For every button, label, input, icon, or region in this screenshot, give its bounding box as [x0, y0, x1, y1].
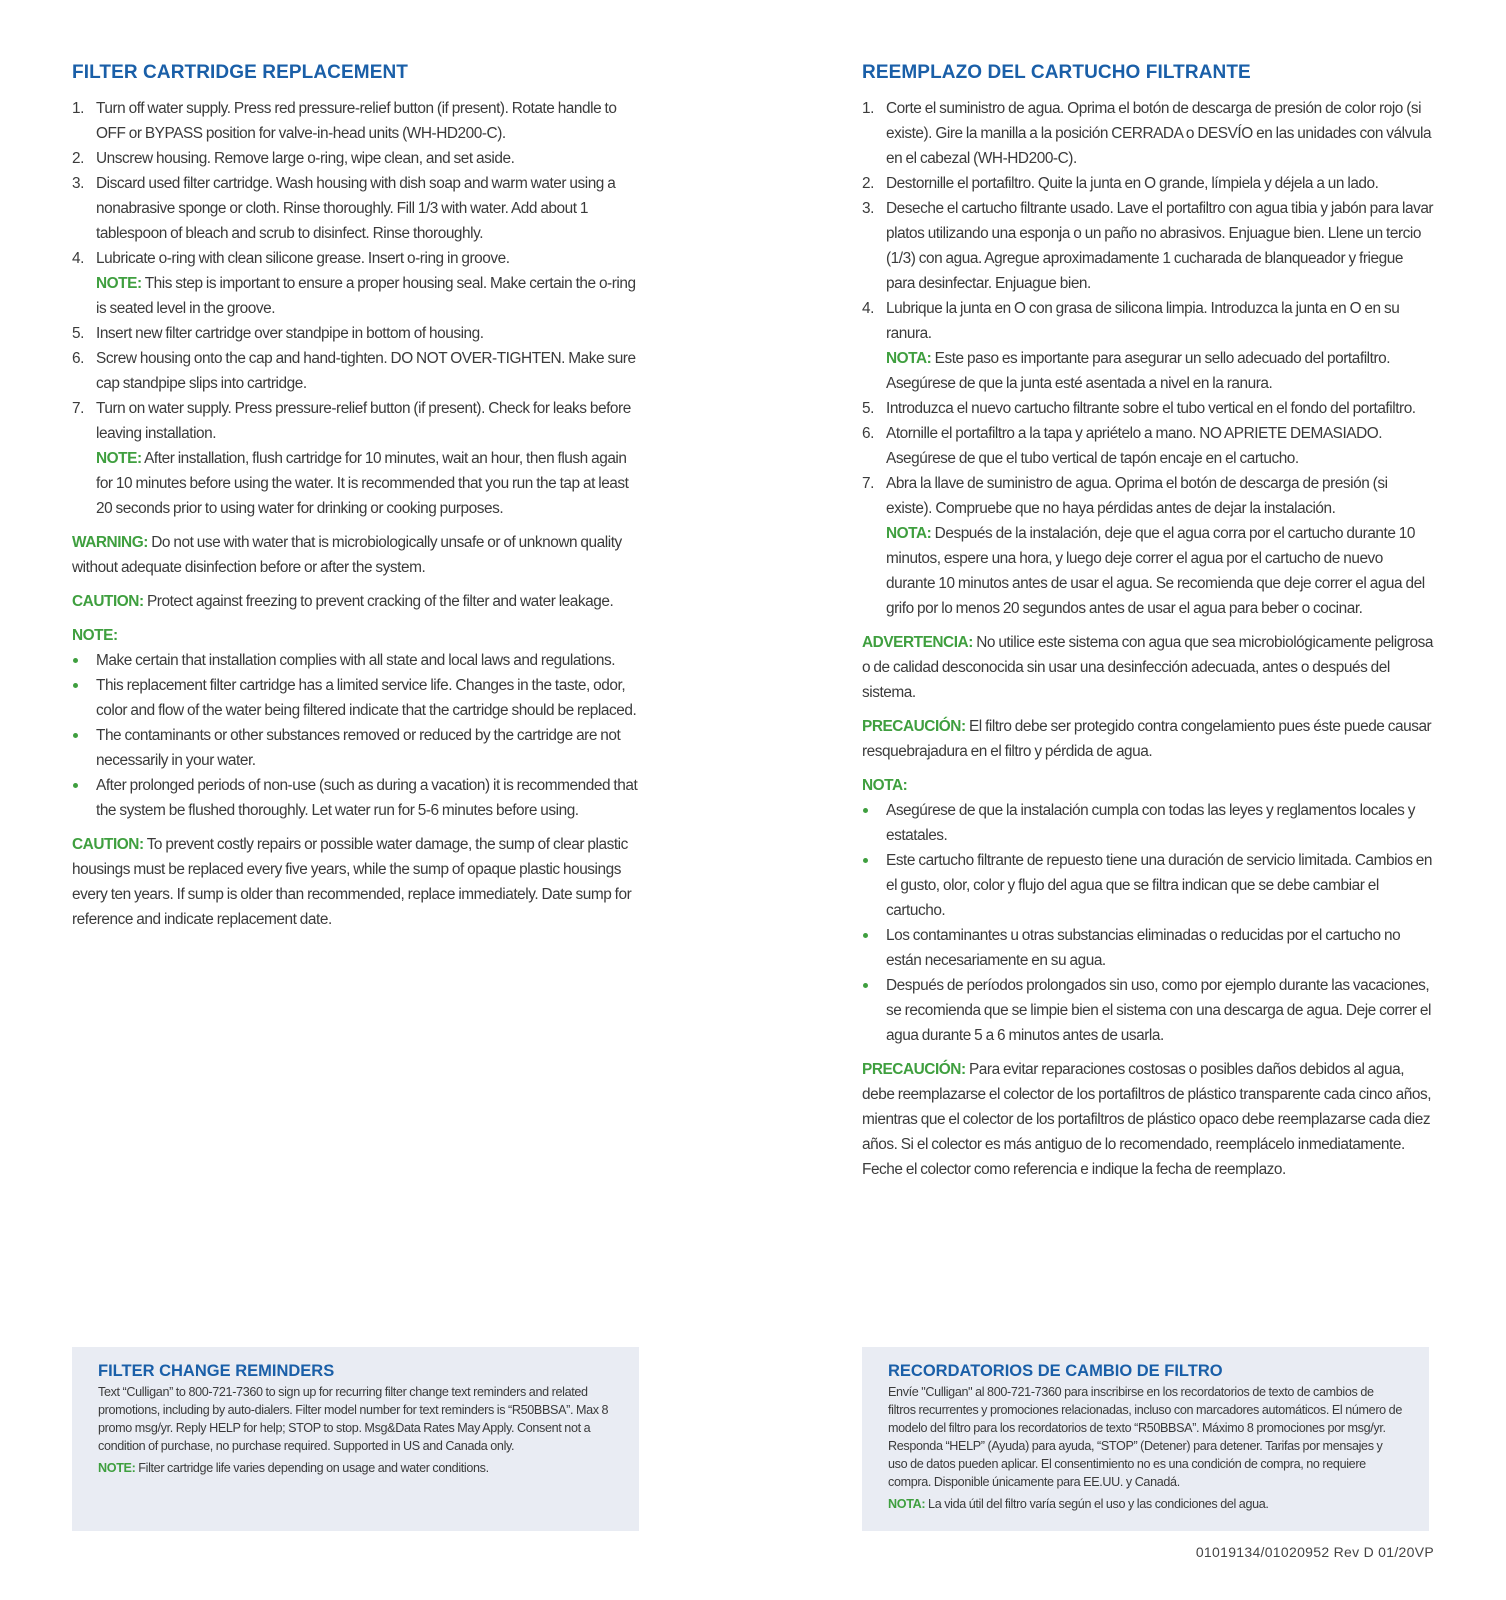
bullet-dot [863, 808, 868, 813]
bullet-dot [863, 983, 868, 988]
en-step-7-note: NOTE: After installation, flush cartridge for 10 minutes, wait an hour, then flush again for 10 minutes before using the water. It is recommended that you run the tap at least 20 seconds prior to using water for drinking or cooking purposes. [96, 450, 629, 517]
es-step-2: 2. Destornille el portafiltro. Quite la junta en O grande, límpiela y déjela a un lado. [862, 175, 1379, 192]
es-step-7-note: NOTA: Después de la instalación, deje que el agua corra por el cartucho durante 10 minutos, espere una hora, y luego deje correr el agua por el cartucho de nuevo durante 10 minutos antes de usar el agua. Se recomienda que deje correr el agua del grifo por lo menos 20 segundos antes de usar el agua para beber o cocinar. [886, 525, 1425, 617]
bullet-dot [73, 658, 78, 663]
en-step-7: 7. Turn on water supply. Press pressure-relief button (if present). Check for leaks before leaving installation. NOTE: After installation, flush cartridge for 10 minutes, wait an hour, then flush again for 10 minutes before using the water. It is recommended that you run the tap at least 20 seconds prior to using water for drinking or cooking purposes. [72, 396, 644, 521]
bullet-dot [73, 733, 78, 738]
es-reminders-title: RECORDATORIOS DE CAMBIO DE FILTRO [888, 1362, 1223, 1380]
en-step-3: 3. Discard used filter cartridge. Wash housing with dish soap and warm water using a nonabrasive sponge or cloth. Rinse thoroughly. Fill 1/3 with water. Add about 1 tablespoon of bleach and scrub to disinfect. Rinse thoroughly. [72, 175, 616, 242]
es-step-4: 4. Lubrique la junta en O con grasa de silicona limpia. Introduzca la junta en O en su ranura. NOTA: Este paso es importante para asegurar un sello adecuado del portafiltro. Asegúrese de que la junta esté asentada a nivel en la ranura. [862, 296, 1434, 396]
en-note-title: NOTE: [72, 627, 118, 644]
es-reminders-text: Envíe "Culligan" al 800-721-7360 para inscribirse en los recordatorios de texto de cambios de filtros recurrentes y promociones relacionadas, incluso con marcadores automáticos. El número de modelo del filtro para los recordatorios de texto “R50BBSA”. Máximo 8 promociones por msg/yr. Responda “HELP” (Ayuda) para ayuda, “STOP” (Detener) para detener. Tarifas por mensajes y uso de datos pueden aplicar. El consentimiento no es una condición de compra, no requiere compra. Disponible únicamente para EE.UU. y Canadá. [888, 1385, 1402, 1489]
en-caution-freezing: CAUTION: Protect against freezing to prevent cracking of the filter and water leakage. [72, 593, 614, 610]
es-step-1: 1. Corte el suministro de agua. Oprima el botón de descarga de presión de color rojo (si existe). Gire la manilla a la posición CERRADA o DESVÍO en las unidades con válvula en el cabezal (WH-HD200-C). [862, 100, 1432, 167]
spanish-column [862, 62, 1434, 1182]
es-caution-sump: PRECAUCIÓN: Para evitar reparaciones costosas o posibles daños debidos al agua, debe reemplazarse el colector de los portafiltros de plástico transparente cada cinco años, mientras que el colector de los portafiltros de plástico opaco debe reemplazarse cada diez años. Si el colector es más antiguo de lo recomendado, reemplácelo inmediatamente. Feche el colector como referencia e indique la fecha de reemplazo. [862, 1061, 1432, 1178]
list-item: The contaminants or other substances removed or reduced by the cartridge are not necessarily in your water. [72, 723, 644, 773]
es-body [862, 96, 1434, 1182]
es-warning: ADVERTENCIA: No utilice este sistema con agua que sea microbiológicamente peligrosa o de calidad desconocida sin usar una desinfección adecuada, antes o después del sistema. [862, 634, 1433, 701]
en-reminders-text: Text “Culligan” to 800-721-7360 to sign up for recurring filter change text reminders and related promotions, including by auto-dialers. Filter model number for text reminders is “R50BBSA”. Max 8 promo msg/yr. Reply HELP for help; STOP to stop. Msg&Data Rates May Apply. Consent not a condition of purchase, no purchase required. Supported in US and Canada only. [98, 1385, 609, 1453]
en-step-1: 1. Turn off water supply. Press red pressure-relief button (if present). Rotate handle to OFF or BYPASS position for valve-in-head units (WH-HD200-C). [72, 100, 617, 142]
en-section-title: FILTER CARTRIDGE REPLACEMENT [72, 62, 408, 83]
en-step-4-note: NOTE: This step is important to ensure a proper housing seal. Make certain the o-ring is seated level in the groove. [96, 275, 636, 317]
en-caution-sump: CAUTION: To prevent costly repairs or possible water damage, the sump of clear plastic housings must be replaced every five years, while the sump of opaque plastic housings every ten years. If sump is older than recommended, replace immediately. Date sump for reference and indicate replacement date. [72, 836, 632, 928]
en-body [72, 96, 644, 932]
bullet-dot [863, 858, 868, 863]
es-step-3: 3. Deseche el cartucho filtrante usado. Lave el portafiltro con agua tibia y jabón para lavar platos utilizando una esponja o un paño no abrasivos. Enjuague bien. Llene un tercio (1/3) con agua. Agregue aproximadamente 1 cucharada de blanqueador y friegue para desinfectar. Enjuague bien. [862, 200, 1434, 292]
list-item: Después de períodos prolongados sin uso, como por ejemplo durante las vacaciones, se recomienda que se limpie bien el sistema con una descarga de agua. Deje correr el agua durante 5 a 6 minutos antes de usarla. [862, 973, 1434, 1048]
en-notes-list [72, 648, 644, 823]
es-step-5: 5. Introduzca el nuevo cartucho filtrante sobre el tubo vertical en el fondo del portafiltro. [862, 400, 1416, 417]
en-reminders-title: FILTER CHANGE REMINDERS [98, 1362, 335, 1380]
list-item: Los contaminantes u otras substancias eliminadas o reducidas por el cartucho no están necesariamente en su agua. [862, 923, 1434, 973]
en-reminders-note: NOTE: Filter cartridge life varies depending on usage and water conditions. [98, 1461, 489, 1475]
es-note-title: NOTA: [862, 777, 908, 794]
list-item: After prolonged periods of non-use (such as during a vacation) it is recommended that the system be flushed thoroughly. Let water run for 5-6 minutes before using. [72, 773, 644, 823]
es-section-title: REEMPLAZO DEL CARTUCHO FILTRANTE [862, 62, 1251, 83]
bullet-dot [73, 783, 78, 788]
bullet-dot [73, 683, 78, 688]
es-step-4-note: NOTA: Este paso es importante para asegurar un sello adecuado del portafiltro. Asegúrese de que la junta esté asentada a nivel en la ranura. [886, 350, 1391, 392]
bullet-dot [863, 933, 868, 938]
en-step-6: 6. Screw housing onto the cap and hand-tighten. DO NOT OVER-TIGHTEN. Make sure cap standpipe slips into cartridge. [72, 350, 636, 392]
en-step-2: 2. Unscrew housing. Remove large o-ring, wipe clean, and set aside. [72, 150, 515, 167]
es-notes-list [862, 798, 1434, 1048]
list-item: This replacement filter cartridge has a limited service life. Changes in the taste, odor, color and flow of the water being filtered indicate that the cartridge should be replaced. [72, 673, 644, 723]
es-reminders-box [862, 1347, 1429, 1531]
list-item: Este cartucho filtrante de repuesto tiene una duración de servicio limitada. Cambios en el gusto, olor, color y flujo del agua que se filtra indican que se debe cambiar el cartucho. [862, 848, 1434, 923]
list-item: Make certain that installation complies with all state and local laws and regulations. [72, 648, 644, 673]
es-caution-freezing: PRECAUCIÓN: El filtro debe ser protegido contra congelamiento pues éste puede causar resquebrajadura en el filtro y pérdida de agua. [862, 718, 1432, 760]
document-code: 01019134/01020952 Rev D 01/20VP [1195, 1544, 1434, 1560]
es-step-6: 6. Atornille el portafiltro a la tapa y apriételo a mano. NO APRIETE DEMASIADO. Asegúrese de que el tubo vertical de tapón encaje en el cartucho. [862, 425, 1383, 467]
en-reminders-box [72, 1347, 639, 1531]
en-warning: WARNING: Do not use with water that is microbiologically unsafe or of unknown quality without adequate disinfection before or after the system. [72, 534, 622, 576]
en-step-4: 4. Lubricate o-ring with clean silicone grease. Insert o-ring in groove. NOTE: This step is important to ensure a proper housing seal. Make certain the o-ring is seated level in the groove. [72, 246, 644, 321]
es-step-7: 7. Abra la llave de suministro de agua. Oprima el botón de descarga de presión (si existe). Compruebe que no haya pérdidas antes de dejar la instalación. NOTA: Después de la instalación, deje que el agua corra por el cartucho durante 10 minutos, espere una hora, y luego deje correr el agua por el cartucho de nuevo durante 10 minutos antes de usar el agua. Se recomienda que deje correr el agua del grifo por lo menos 20 segundos antes de usar el agua para beber o cocinar. [862, 471, 1434, 621]
es-reminders-note: NOTA: La vida útil del filtro varía según el uso y las condiciones del agua. [888, 1497, 1269, 1511]
en-step-5: 5. Insert new filter cartridge over standpipe in bottom of housing. [72, 325, 484, 342]
english-column [72, 62, 644, 932]
en-steps-list [72, 96, 644, 521]
es-steps-list [862, 96, 1434, 621]
list-item: Asegúrese de que la instalación cumpla con todas las leyes y reglamentos locales y estatales. [862, 798, 1434, 848]
